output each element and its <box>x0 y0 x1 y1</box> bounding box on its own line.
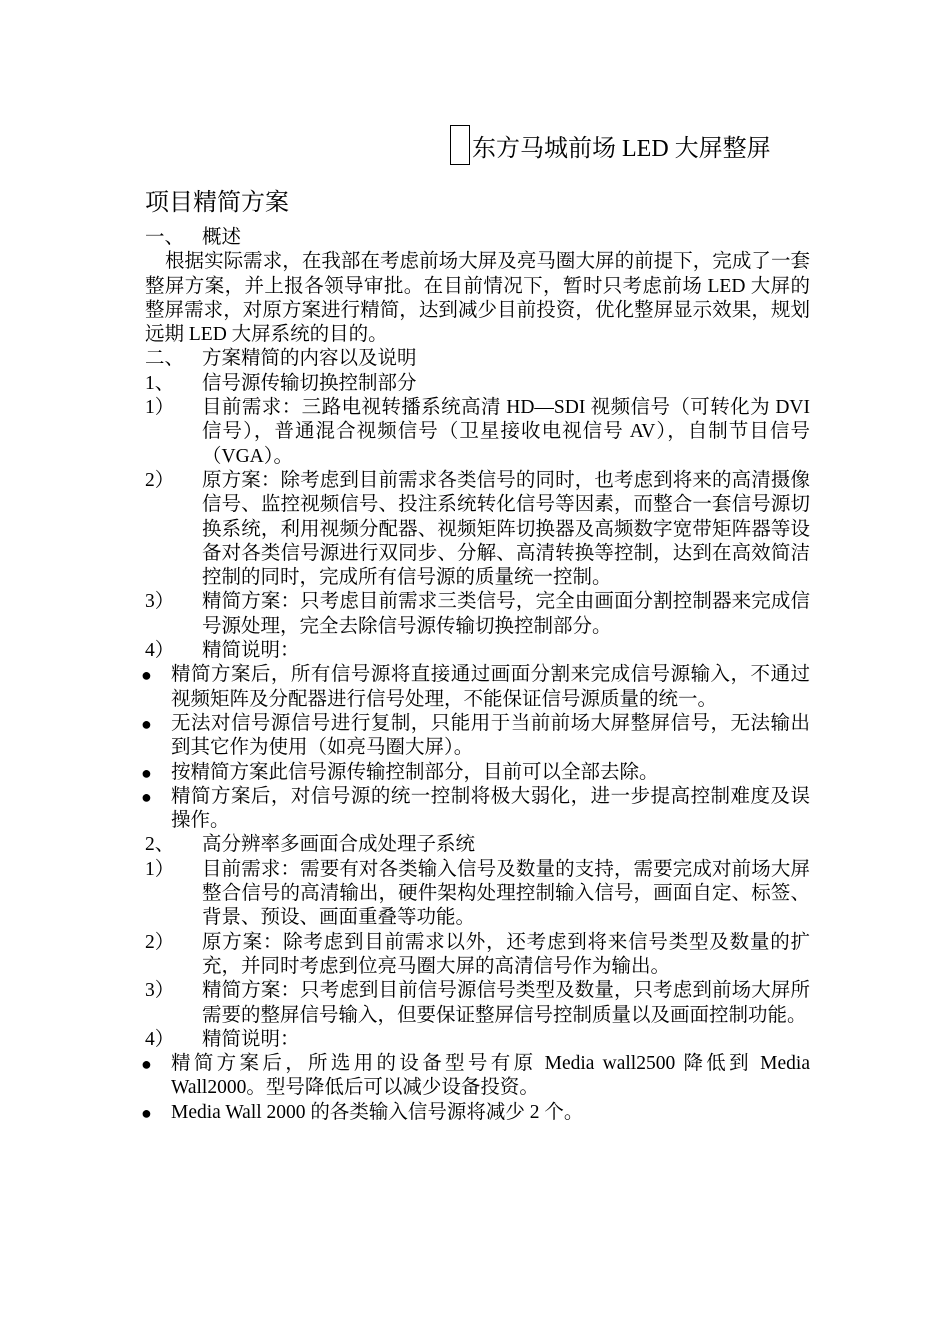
bullet-icon: ● <box>141 786 152 807</box>
list-item <box>145 931 810 980</box>
bullet-text: 精简方案后，所有信号源将直接通过画面分割来完成信号源输入，不通过视频矩阵及分配器进行信号处理，不能保证信号源质量的统一。 <box>171 664 810 710</box>
subsection-heading-2 <box>145 833 810 857</box>
item-number: 3） <box>145 980 175 1002</box>
section-title: 概述 <box>202 227 242 248</box>
item-number: 1） <box>145 397 175 419</box>
placeholder-box <box>450 125 470 165</box>
bullet-item <box>141 712 810 761</box>
bullet-icon: ● <box>141 1054 152 1075</box>
item-number: 1） <box>145 858 175 880</box>
item-text: 原方案：除考虑到目前需求以外，还考虑到将来信号类型及数量的扩充，并同时考虑到位亮马圈大屏的高清信号作为输出。 <box>202 931 810 977</box>
document-title-text: 东方马城前场 LED 大屏整屏 <box>472 135 771 162</box>
bullet-text: 按精简方案此信号源传输控制部分，目前可以全部去除。 <box>171 761 659 783</box>
section-heading-content <box>145 347 810 371</box>
section-number: 二、 <box>145 348 185 370</box>
item-number: 2） <box>145 931 175 953</box>
item-text: 目前需求：三路电视转播系统高清 HD—SDI 视频信号（可转化为 DVI 信号），普通混合视频信号（卫星接收电视信号 AV），自制节目信号（VGA）。 <box>202 397 810 467</box>
list-item <box>145 639 810 663</box>
subsection-number: 1、 <box>145 372 175 394</box>
item-number: 4） <box>145 1028 175 1050</box>
bullet-text: 精简方案后，所选用的设备型号有原 Media wall2500 降低到 Media Wall2000。型号降低后可以减少设备投资。 <box>171 1053 810 1099</box>
bullet-item <box>141 761 810 785</box>
list-item <box>145 858 810 931</box>
bullet-item <box>141 663 810 712</box>
section-heading-overview <box>145 226 810 250</box>
bullet-icon: ● <box>141 713 152 734</box>
bullet-icon: ● <box>141 1102 152 1123</box>
list-item <box>145 396 810 469</box>
document-subtitle: 项目精简方案 <box>145 190 289 216</box>
bullet-text: Media Wall 2000 的各类输入信号源将减少 2 个。 <box>171 1101 584 1123</box>
bullet-text: 无法对信号源信号进行复制，只能用于当前前场大屏整屏信号，无法输出到其它作为使用（如亮马圈大屏）。 <box>171 712 810 759</box>
item-text: 精简说明： <box>202 1028 300 1050</box>
document-body <box>141 226 810 1125</box>
bullet-item <box>141 785 810 834</box>
item-text: 原方案：除考虑到目前需求各类信号的同时，也考虑到将来的高清摄像信号、监控视频信号、投注系统转化信号等因素，而整合一套信号源切换系统，利用视频分配器、视频矩阵切换器及高频数字宽带矩阵器等设备对各类信号源进行双同步、分解、高清转换等控制，达到在高效简洁控制的同时，完成所有信号源的质量统一控制。 <box>202 469 810 589</box>
list-item <box>145 590 810 639</box>
subsection-number: 2、 <box>145 834 175 856</box>
bullet-icon: ● <box>141 665 152 686</box>
bullet-icon: ● <box>141 762 152 783</box>
section-number: 一、 <box>145 227 185 248</box>
bullet-text: 精简方案后，对信号源的统一控制将极大弱化，进一步提高控制难度及误操作。 <box>171 785 810 832</box>
item-text: 精简说明： <box>202 640 300 662</box>
list-item <box>145 1028 810 1052</box>
overview-paragraph: 根据实际需求，在我部在考虑前场大屏及亮马圈大屏的前提下，完成了一套整屏方案，并上报各领导审批。在目前情况下，暂时只考虑前场 LED 大屏的整屏需求，对原方案进行精简，达到减少目前投资，优化整屏显示效果，规划远期 LED 大屏系统的目的。 <box>145 251 810 346</box>
item-text: 精简方案：只考虑目前需求三类信号，完全由画面分割控制器来完成信号源处理，完全去除信号源传输切换控制部分。 <box>202 591 810 637</box>
subsection-title: 高分辨率多画面合成处理子系统 <box>202 834 476 856</box>
bullet-item <box>141 1101 810 1125</box>
bullet-item <box>141 1052 810 1101</box>
list-item <box>145 469 810 590</box>
item-text: 精简方案：只考虑到目前信号源信号类型及数量，只考虑到前场大屏所需要的整屏信号输入，但要保证整屏信号控制质量以及画面控制功能。 <box>202 980 810 1026</box>
item-number: 2） <box>145 469 175 491</box>
section-title: 方案精简的内容以及说明 <box>202 348 417 370</box>
item-number: 4） <box>145 640 175 662</box>
subsection-heading-1 <box>145 372 810 396</box>
item-number: 3） <box>145 591 175 613</box>
document-title <box>450 122 771 168</box>
subsection-title: 信号源传输切换控制部分 <box>202 372 417 394</box>
list-item <box>145 979 810 1028</box>
item-text: 目前需求：需要有对各类输入信号及数量的支持，需要完成对前场大屏整合信号的高清输出，硬件架构处理控制输入信号，画面自定、标签、背景、预设、画面重叠等功能。 <box>202 858 810 929</box>
